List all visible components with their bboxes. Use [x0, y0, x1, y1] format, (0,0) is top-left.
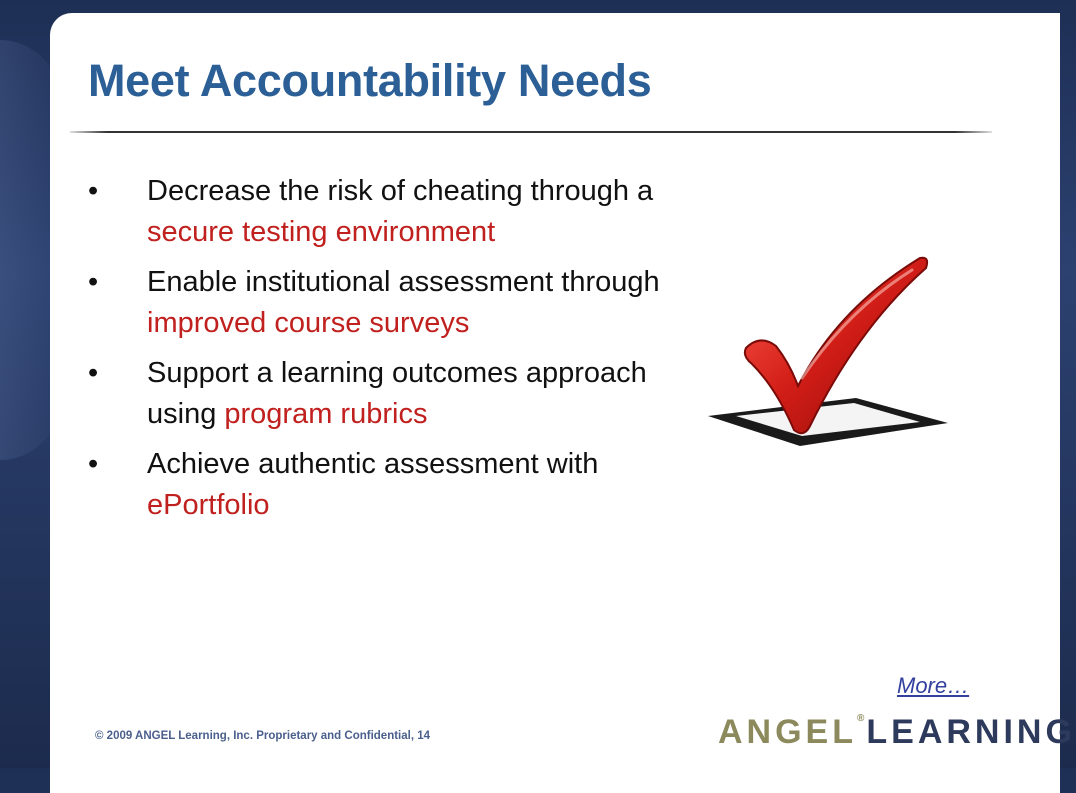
angel-learning-logo [718, 713, 1076, 752]
title-divider [70, 131, 992, 133]
footer-copyright: © 2009 ANGEL Learning, Inc. Proprietary and Confidential, 14 [95, 730, 431, 742]
bullet-item [88, 262, 708, 344]
bullet-text: Enable institutional assessment through [147, 266, 660, 298]
bullet-marker: • [88, 448, 99, 480]
slide-title: Meet Accountability Needs [88, 55, 652, 106]
bullet-item [88, 171, 708, 253]
bullet-item [88, 444, 708, 526]
bullet-marker: • [88, 266, 99, 298]
bullet-text: Achieve authentic assessment with [147, 448, 599, 480]
bullet-item [88, 353, 708, 435]
bullet-highlight: secure testing environment [147, 216, 496, 248]
bullet-highlight: improved course surveys [147, 307, 470, 339]
bullet-text: Decrease the risk of cheating through a [147, 175, 654, 207]
slide-panel [50, 13, 1076, 793]
bullet-marker: • [88, 357, 99, 389]
checkmark-icon [698, 248, 938, 468]
more-link[interactable]: More… [897, 673, 970, 698]
bullet-marker: • [88, 175, 99, 207]
logo-registered-mark: ® [857, 713, 865, 724]
bullet-highlight: ePortfolio [147, 489, 270, 521]
logo-part-learning: LEARNING [866, 713, 1076, 751]
logo-part-angel: ANGEL [718, 713, 857, 751]
bullet-list [88, 171, 708, 535]
bullet-text: Support a learning outcomes approach using [147, 357, 647, 430]
bullet-highlight: program rubrics [224, 398, 428, 430]
